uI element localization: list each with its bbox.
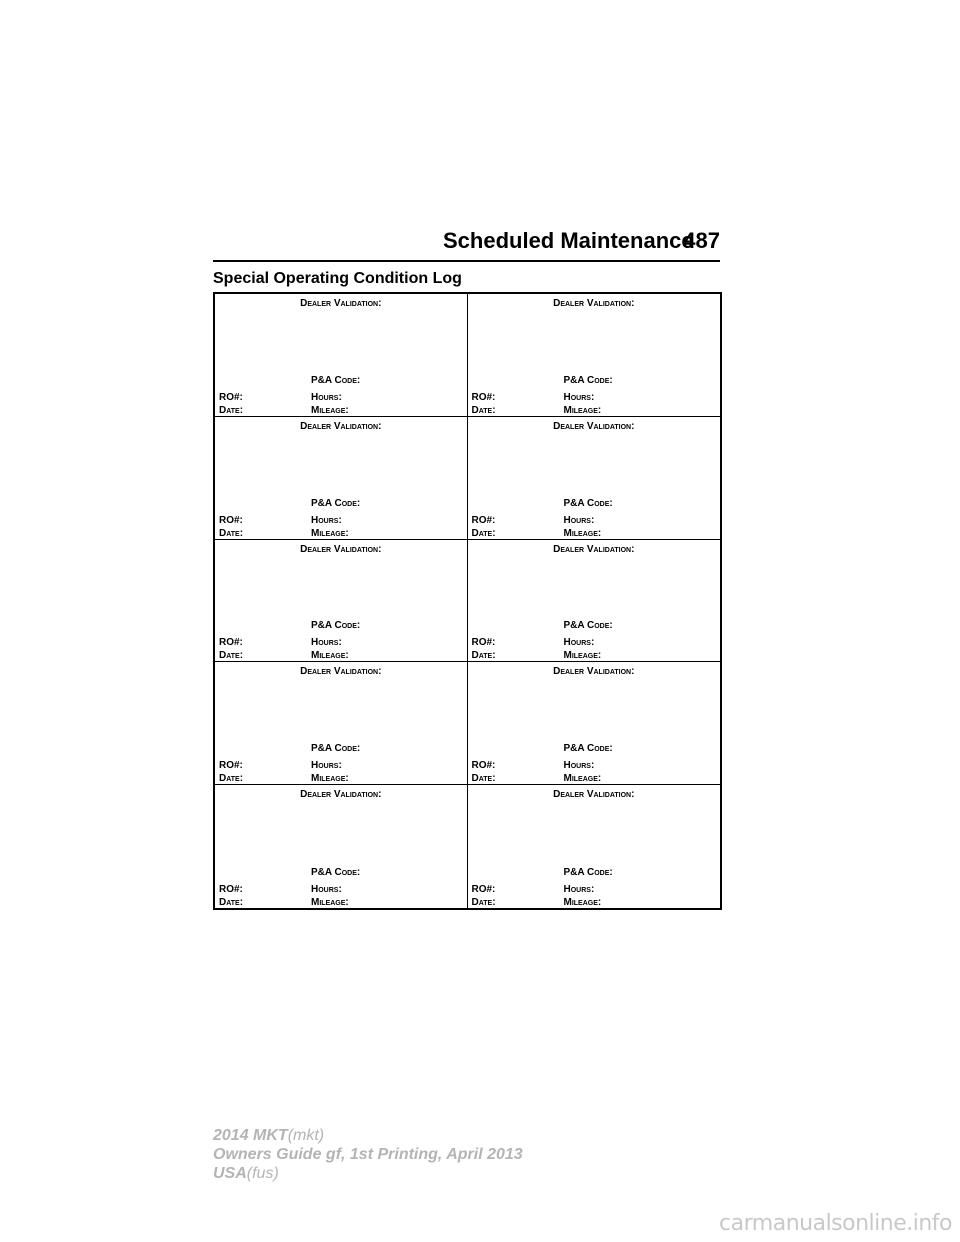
date-label: Date:: [471, 404, 496, 416]
ro-label: RO#:: [219, 391, 243, 403]
pa-code-label: P&A Code:: [311, 743, 361, 755]
mileage-label: Mileage:: [563, 650, 602, 662]
section-title: Scheduled Maintenance: [443, 228, 694, 253]
mileage-label: Mileage:: [311, 897, 349, 908]
hours-label: Hours:: [563, 637, 595, 649]
ro-label: RO#:: [471, 884, 496, 895]
date-label: Date:: [471, 773, 496, 785]
hours-label: Hours:: [563, 884, 595, 895]
hours-label: Hours:: [311, 391, 342, 403]
log-entry-cell: [468, 785, 721, 908]
mileage-label: Mileage:: [311, 773, 349, 785]
date-label: Date:: [471, 650, 496, 662]
dealer-validation-label: Dealer Validation:: [553, 543, 635, 555]
log-title: Special Operating Condition Log: [213, 270, 462, 287]
hours-label: Hours:: [311, 760, 342, 772]
dealer-validation-label: Dealer Validation:: [553, 420, 635, 432]
ro-label: RO#:: [471, 514, 496, 526]
ro-label: RO#:: [471, 391, 496, 403]
footer-market: USA: [213, 1165, 247, 1182]
pa-code-label: P&A Code:: [563, 867, 613, 878]
date-label: Date:: [219, 404, 244, 416]
dealer-validation-label: Dealer Validation:: [300, 789, 382, 801]
hours-label: Hours:: [563, 760, 595, 772]
dealer-validation-label: Dealer Validation:: [553, 298, 635, 309]
ro-label: RO#:: [471, 760, 496, 772]
hours-label: Hours:: [563, 514, 595, 526]
ro-label: RO#:: [219, 884, 243, 895]
footer-model: 2014 MKT: [213, 1127, 288, 1144]
mileage-label: Mileage:: [311, 527, 349, 539]
mileage-label: Mileage:: [563, 404, 602, 416]
date-label: Date:: [219, 650, 244, 662]
hours-label: Hours:: [563, 391, 595, 403]
mileage-label: Mileage:: [311, 650, 349, 662]
pa-code-label: P&A Code:: [311, 497, 361, 509]
hours-label: Hours:: [311, 637, 342, 649]
dealer-validation-label: Dealer Validation:: [300, 666, 382, 678]
log-entry-cell: [468, 662, 721, 785]
dealer-validation-label: Dealer Validation:: [553, 666, 635, 678]
pa-code-label: P&A Code:: [311, 620, 361, 632]
footer-market-code: (fus): [246, 1165, 279, 1182]
pa-code-label: P&A Code:: [311, 867, 361, 878]
log-entry-cell: [468, 540, 721, 663]
page-number: 487: [683, 228, 720, 253]
date-label: Date:: [219, 897, 244, 908]
hours-label: Hours:: [311, 514, 342, 526]
log-table: [213, 292, 722, 910]
date-label: Date:: [471, 897, 496, 908]
date-label: Date:: [471, 527, 496, 539]
pa-code-label: P&A Code:: [563, 374, 613, 386]
dealer-validation-label: Dealer Validation:: [300, 298, 382, 309]
log-entry-cell: [468, 294, 721, 417]
hours-label: Hours:: [311, 884, 342, 895]
date-label: Date:: [219, 527, 244, 539]
pa-code-label: P&A Code:: [311, 374, 361, 386]
mileage-label: Mileage:: [311, 404, 349, 416]
dealer-validation-label: Dealer Validation:: [300, 543, 382, 555]
dealer-validation-label: Dealer Validation:: [300, 420, 382, 432]
footer-model-code: (mkt): [287, 1127, 325, 1144]
log-entry-cell: [215, 540, 468, 663]
mileage-label: Mileage:: [563, 897, 602, 908]
pa-code-label: P&A Code:: [563, 743, 613, 755]
log-entry-cell: [215, 294, 468, 417]
watermark: carmanualsonline.info: [719, 1211, 952, 1236]
log-entry-cell: [215, 785, 468, 908]
mileage-label: Mileage:: [563, 527, 602, 539]
date-label: Date:: [219, 773, 244, 785]
footer: [213, 1126, 523, 1183]
mileage-label: Mileage:: [563, 773, 602, 785]
footer-printing: Owners Guide gf, 1st Printing, April 2013: [213, 1146, 523, 1163]
ro-label: RO#:: [471, 637, 496, 649]
ro-label: RO#:: [219, 760, 243, 772]
page-header: [213, 228, 720, 262]
ro-label: RO#:: [219, 514, 243, 526]
ro-label: RO#:: [219, 637, 243, 649]
log-entry-cell: [215, 662, 468, 785]
log-entry-cell: [468, 417, 721, 540]
pa-code-label: P&A Code:: [563, 620, 613, 632]
dealer-validation-label: Dealer Validation:: [553, 789, 635, 801]
pa-code-label: P&A Code:: [563, 497, 613, 509]
log-entry-cell: [215, 417, 468, 540]
